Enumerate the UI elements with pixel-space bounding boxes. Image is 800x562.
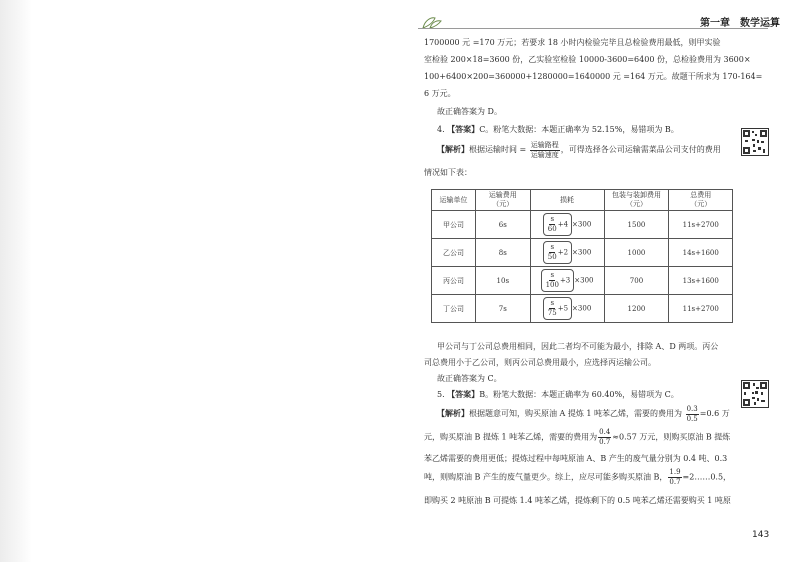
loss-cell: $\frac{s}{60}$ +4 ×300 (530, 211, 604, 239)
explanation-tag: 【解析】 (437, 408, 469, 418)
fraction: $\frac{1.9}{0.7}$ (669, 468, 681, 486)
loss-cell: $\frac{s}{75}$ +5 ×300 (530, 295, 604, 323)
q5-explanation-line (437, 404, 730, 424)
explanation-text: 根据运输时间 = (469, 145, 527, 154)
explanation-tag: 【解析】 (437, 144, 469, 154)
company-cell: 丙公司 (432, 267, 476, 295)
text-line: 即购买 2 吨原油 B 可提炼 1.4 吨苯乙烯，提炼剩下的 0.5 吨苯乙烯还需要购买 1 吨原 (424, 496, 731, 505)
fee-cell: 8s (476, 239, 531, 267)
text-line: 100+6400×200=360000+1280000=1640000 元 =164 万元。故题干所求为 170-164= (424, 72, 763, 81)
fee-cell: 6s (476, 211, 531, 239)
fraction-denominator: 运输速度 (530, 150, 559, 159)
packing-cell: 1200 (604, 295, 669, 323)
total-cell: 11s+2700 (669, 211, 733, 239)
fee-cell: 7s (476, 295, 531, 323)
packing-cell: 1500 (604, 211, 669, 239)
explanation-text: 根据题意可知，购买原油 A 提炼 1 吨苯乙烯，需要的费用为 (469, 409, 683, 418)
packing-cell: 700 (604, 267, 669, 295)
answer-text: B。粉笔大数据：本题正确率为 60.40%，易错项为 C。 (479, 390, 679, 399)
fraction (530, 141, 560, 160)
table-header-row (432, 190, 733, 211)
loss-cell: $\frac{s}{100}$ +3 ×300 (530, 267, 604, 295)
column-header: 总费用 （元） (669, 190, 733, 211)
table-row (432, 267, 733, 295)
text-line: 室检验 200×18=3600 份，乙实验室检验 10000-3600=6400 份，总检验费用为 3600× (424, 55, 751, 64)
company-cell: 甲公司 (432, 211, 476, 239)
transport-cost-table (431, 189, 733, 323)
packing-cell: 1000 (604, 239, 669, 267)
answer-tag: 【答案】 (447, 124, 480, 134)
text-line: 6 万元。 (424, 89, 456, 98)
total-cell: 13s+1600 (669, 267, 733, 295)
text-line: 1700000 元 =170 万元；若要求 18 小时内检验完毕且总检验费用最低，则甲实验 (424, 38, 721, 47)
fraction: $\frac{0.4}{0.7}$ (599, 428, 611, 446)
table-row (432, 211, 733, 239)
explanation-text: ，可得选择各公司运输需菜品公司支付的费用 (560, 145, 721, 154)
text-line: 吨，则购原油 B 产生的废气量更少。综上，应尽可能多购买原油 B， $\frac{1.9}{0.7}$ =2……0.5， (424, 468, 732, 486)
company-cell: 乙公司 (432, 239, 476, 267)
explanation-text: =0.6 万 (699, 409, 730, 418)
q5-answer-line (437, 388, 679, 401)
fraction: $\frac{0.3}{0.5}$ (686, 404, 698, 423)
column-header: 运输单位 (432, 190, 476, 211)
question-number: 5. (437, 390, 445, 399)
column-header: 包装与装卸费用 （元） (604, 190, 669, 211)
book-gutter (0, 0, 32, 562)
qr-code-icon (741, 380, 769, 408)
text-line: 故正确答案为 C。 (437, 374, 502, 383)
text-line: 情况如下表： (424, 168, 472, 177)
question-number: 4. (437, 125, 445, 134)
answer-text: C。粉笔大数据：本题正确率为 52.15%，易错项为 B。 (479, 125, 679, 134)
company-cell: 丁公司 (432, 295, 476, 323)
text-line: 元，购买原油 B 提炼 1 吨苯乙烯，需要的费用为 $\frac{0.4}{0.7}$ ≈0.57 万元，则购买原油 B 提炼 (424, 428, 731, 446)
text-line: 故正确答案为 D。 (437, 107, 502, 116)
total-cell: 14s+1600 (669, 239, 733, 267)
qr-code-icon (741, 128, 769, 156)
text-line: 苯乙烯需要的费用更低；提炼过程中每吨原油 A、B 产生的废气量分别为 0.4 吨、0.3 (424, 454, 728, 463)
answer-tag: 【答案】 (447, 389, 480, 399)
fee-cell: 10s (476, 267, 531, 295)
text-line: 司总费用小于乙公司，则丙公司总费用最小，应选择丙运输公司。 (424, 358, 656, 367)
chapter-title: 第一章 数学运算 (700, 18, 780, 29)
q4-explanation-line (437, 140, 721, 160)
table-row (432, 295, 733, 323)
text-line: 甲公司与丁公司总费用相同，因此二者均不可能为最小，排除 A、D 两项。丙公 (437, 342, 719, 351)
table-row (432, 239, 733, 267)
column-header: 运输费用 （元） (476, 190, 531, 211)
q4-answer-line (437, 123, 679, 136)
loss-cell: $\frac{s}{50}$ +2 ×300 (530, 239, 604, 267)
page-number: 143 (752, 530, 770, 540)
column-header: 损耗 (530, 190, 604, 211)
total-cell: 11s+2700 (669, 295, 733, 323)
fraction-numerator: 运输路程 (530, 140, 559, 149)
